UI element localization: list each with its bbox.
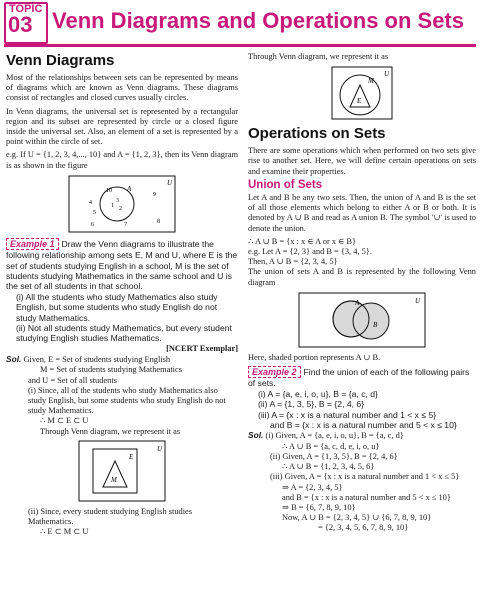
element: 9 xyxy=(153,191,156,198)
m-label: M xyxy=(368,77,374,86)
example-part: (i) All the students who study Mathematics also study English, but some students who study English do not study Mathematics. xyxy=(16,291,218,323)
example-1 xyxy=(6,238,238,292)
u-label: U xyxy=(415,296,421,305)
sol-line: (i) Since, all of the students who study Mathematics also study English, but some students who study English do not study Mathematics. xyxy=(28,385,226,416)
title-rule xyxy=(4,44,476,47)
element: 7 xyxy=(124,221,127,228)
paragraph: In Venn diagrams, the universal set is represented by a rectangular region and its subset are represented by circle or a closed figure inside the universal set. Also, an element of a set is represented by a point within the circle of set. xyxy=(6,106,238,147)
sol-line: ∴ A ∪ B = {a, c, d, e, i, o, u} xyxy=(282,441,380,451)
sol-label: Sol. xyxy=(248,430,264,441)
paragraph: e.g. If U = {1, 2, 3, 4,..., 10} and A = {1, 2, 3}, then its Venn diagram is as shown in the figure xyxy=(6,150,238,170)
element: 10 xyxy=(106,187,112,194)
example-line: e.g. Let A = {2, 3} and B = {3, 4, 5}. xyxy=(248,247,372,257)
example-badge: Example 1 xyxy=(6,238,59,250)
element: 2 xyxy=(119,205,122,212)
e-label: E xyxy=(129,452,134,461)
topic-banner xyxy=(0,0,480,44)
paragraph: Here, shaded portion represents A ∪ B. xyxy=(248,352,381,362)
sol-line: (i) Given, A = {a, e, i, o, u}, B = {a, c, d} xyxy=(265,431,404,441)
a-label: A xyxy=(127,184,132,193)
sol-line: Through Venn diagram, we represent it as xyxy=(40,426,181,436)
sol-line: ∴ E ⊂ M ⊂ U xyxy=(40,527,89,537)
u-label: U xyxy=(157,444,163,453)
sol-line: and B = {x : x is a natural number and 5 < x ≤ 10} xyxy=(282,492,451,502)
venn-figure-2 xyxy=(77,439,167,503)
venn-figure-union xyxy=(297,291,427,349)
left-column xyxy=(6,52,238,537)
b-label: B xyxy=(373,320,378,329)
u-label: U xyxy=(167,178,173,187)
element: 1 xyxy=(111,202,114,209)
sol-line: ∴ A ∪ B = {1, 2, 3, 4, 5, 6} xyxy=(282,462,375,472)
a-label: A xyxy=(355,298,360,307)
paragraph: Let A and B be any two sets. Then, the union of A and B is the set of all those elements which belong to either A or B or both. It is denoted by A ∪ B and read as A union B. The symbol '∪' is used to denote the union. xyxy=(248,193,476,233)
example-text: Draw the Venn diagrams to illustrate the following relationship among sets E, M and U, where E is the set of students studying English in a school, M is the set of students studying Mathematics in the same school and U is the set of all students in that school. xyxy=(6,238,238,292)
u-label: U xyxy=(384,70,390,79)
sol-line: (ii) Given, A = {1, 3, 5}, B = {2, 4, 6} xyxy=(270,451,398,461)
sol-line: ⇒ A = {2, 3, 4, 5} xyxy=(282,482,343,492)
definition: ∴ A ∪ B = {x : x ∈ A or x ∈ B} xyxy=(248,236,357,246)
sol-line: (ii) Since, every student studying English studies Mathematics. xyxy=(28,506,192,526)
element: 5 xyxy=(93,209,96,216)
section-heading-operations: Operations on Sets xyxy=(248,125,386,143)
solution-2 xyxy=(248,430,476,533)
page-title: Venn Diagrams and Operations on Sets xyxy=(52,8,464,33)
example-part: and B = {x : x is a natural number and 5 < x ≤ 10} xyxy=(270,420,457,431)
solution-1 xyxy=(6,354,238,537)
venn-figure-1 xyxy=(67,174,177,234)
example-part: (iii) A = {x : x is a natural number and 1 < x ≤ 5} xyxy=(258,409,437,420)
example-2 xyxy=(248,366,476,389)
sol-line: and U = Set of all students xyxy=(28,375,117,385)
example-line: Then, A ∪ B = {2, 3, 4, 5} xyxy=(248,257,338,267)
paragraph: Most of the relationships between sets can be represented by means of diagrams which are known as Venn diagrams. These diagrams consist of rectangles and closed curves usually circles. xyxy=(6,73,238,103)
sol-line: ∴ M ⊂ E ⊂ U xyxy=(40,416,89,426)
paragraph: Through Venn diagram, we represent it as xyxy=(248,52,389,61)
element: 3 xyxy=(116,197,119,204)
m-label: M xyxy=(111,475,117,484)
section-heading-venn: Venn Diagrams xyxy=(6,52,115,69)
venn-figure-3 xyxy=(330,65,394,121)
element: 6 xyxy=(91,221,94,228)
sol-line: Given, E = Set of students studying English xyxy=(23,355,171,365)
element: 8 xyxy=(157,218,160,225)
source-tag: [NCERT Exemplar] xyxy=(166,343,238,353)
paragraph: The union of sets A and B is represented by the following Venn diagram xyxy=(248,267,476,287)
right-column xyxy=(248,52,476,534)
example-part: (i) A = {a, e, i, o, u}, B = {a, c, d} xyxy=(258,388,378,399)
topic-number: 03 xyxy=(8,12,33,37)
paragraph: There are some operations which when performed on two sets give rise to another set. Here, we will define certain operations on sets and examine their properties. xyxy=(248,146,476,176)
e-label: E xyxy=(357,97,362,106)
sol-line: Now, A ∪ B = {2, 3, 4, 5} ∪ {6, 7, 8, 9, 10} xyxy=(282,513,432,523)
sol-line: = {2, 3, 4, 5, 6, 7, 8, 9, 10} xyxy=(318,523,409,533)
example-text: Find the union of each of the following pairs of sets. xyxy=(248,367,470,389)
sol-line: M = Set of students studying Mathematics xyxy=(40,365,182,375)
sol-line: (iii) Given, A = {x : x is a natural number and 1 < x ≤ 5} xyxy=(270,472,460,482)
element: 4 xyxy=(89,199,92,206)
topic-label: TOPIC xyxy=(9,3,43,15)
example-part: (ii) A = {1, 3, 5}, B = {2, 4, 6} xyxy=(258,399,365,410)
example-part: (ii) Not all students study Mathematics, but every student studying English studies Mathematics. xyxy=(16,323,232,344)
sol-label: Sol. xyxy=(6,354,22,365)
subsection-heading-union: Union of Sets xyxy=(248,178,323,191)
example-badge: Example 2 xyxy=(248,366,301,378)
sol-line: ⇒ B = {6, 7, 8, 9, 10} xyxy=(282,502,356,512)
